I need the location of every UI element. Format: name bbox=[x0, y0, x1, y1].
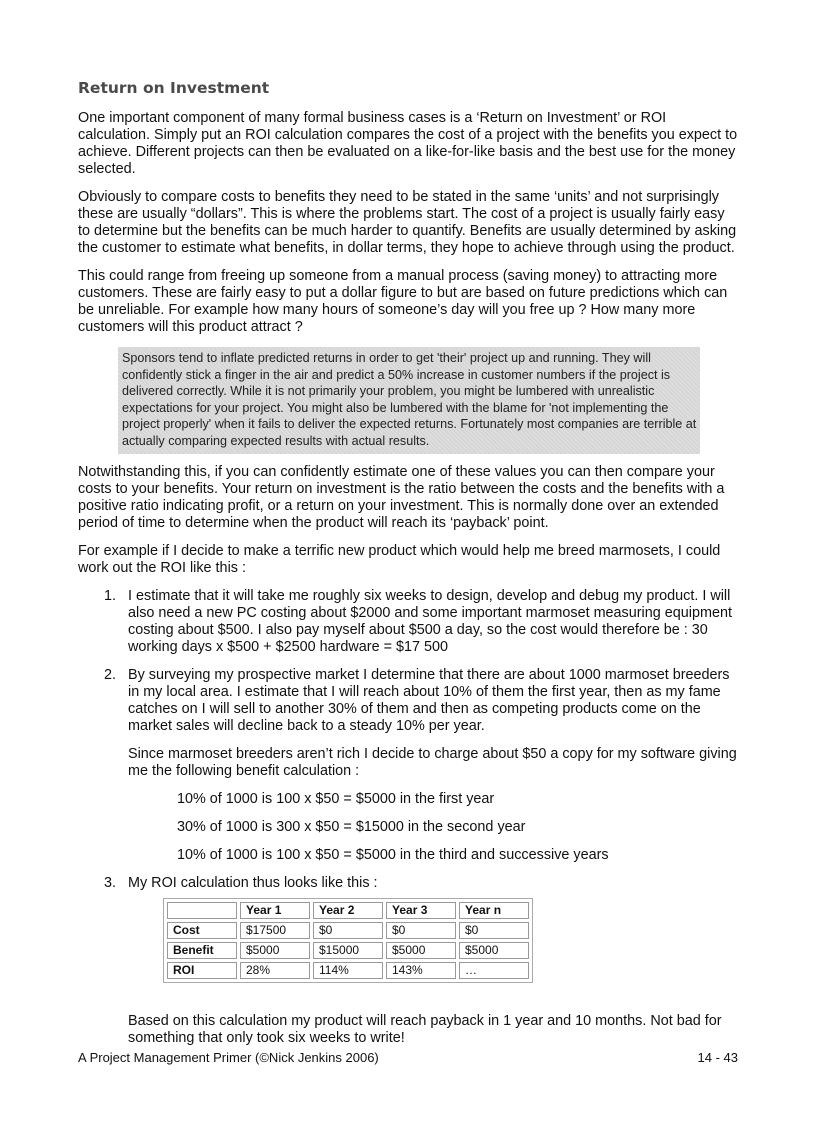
table-cell bbox=[167, 902, 237, 919]
table-row bbox=[167, 962, 529, 979]
table-header: Year n bbox=[459, 902, 529, 919]
table-header: Year 2 bbox=[313, 902, 383, 919]
paragraph: One important component of many formal business cases is a ‘Return on Investment’ or ROI calculation. Simply put an ROI calculation compares the cost of a project with the benefits you expect to achieve. Different projects can then be evaluated on a like-for-like basis and the best use for the money selected. bbox=[78, 110, 738, 177]
calc-line: 10% of 1000 is 100 x $50 = $5000 in the first year bbox=[177, 790, 495, 807]
callout-box: Sponsors tend to inflate predicted returns in order to get 'their' project up and running. They will confidently stick a finger in the air and predict a 50% increase in customer numbers if the project is delivered correctly. While it is not primarily your problem, you might be lumbered with unrealistic expectations for your project. You might also be lumbered with the blame for 'not implementing the project properly' when it fails to deliver the expected returns. Fortunately most companies are terrible at actually comparing expected results with actual results. bbox=[118, 347, 700, 454]
calc-line: 30% of 1000 is 300 x $50 = $15000 in the second year bbox=[177, 818, 526, 835]
table-cell: $0 bbox=[386, 922, 456, 939]
table-row bbox=[167, 922, 529, 939]
list-text: I estimate that it will take me roughly six weeks to design, develop and debug my product. I will also need a new PC costing about $2000 and some important marmoset measuring equipment costing about $500. I also pay myself about $500 a day, so the cost would therefore be : 30 working days x $500 + $2500 hardware = $17 500 bbox=[128, 587, 732, 655]
list-text: My ROI calculation thus looks like this : bbox=[128, 874, 378, 891]
paragraph: This could range from freeing up someone from a manual process (saving money) to attracting more customers. These are fairly easy to put a dollar figure to but are based on future predictions which can be unreliable. For example how many hours of someone’s day will you free up ? How many more customers will this product attract ? bbox=[78, 268, 728, 335]
numbered-list bbox=[78, 875, 738, 1047]
list-item bbox=[78, 667, 738, 780]
table-cell: $5000 bbox=[240, 942, 310, 959]
table-header: Year 3 bbox=[386, 902, 456, 919]
table-header: Year 1 bbox=[240, 902, 310, 919]
section-heading: Return on Investment bbox=[78, 79, 270, 97]
list-number: 3. bbox=[104, 874, 117, 891]
conclusion-text: Based on this calculation my product will reach payback in 1 year and 10 months. Not bad for something that only took six weeks to write! bbox=[128, 1012, 722, 1046]
list-number: 2. bbox=[104, 666, 117, 683]
table-cell: 143% bbox=[386, 962, 456, 979]
list-item bbox=[78, 588, 738, 656]
table-cell: $17500 bbox=[240, 922, 310, 939]
list-number: 1. bbox=[104, 587, 117, 604]
calc-line: 10% of 1000 is 100 x $50 = $5000 in the third and successive years bbox=[177, 846, 609, 863]
table-row bbox=[167, 942, 529, 959]
roi-table bbox=[163, 898, 533, 983]
list-item bbox=[78, 875, 738, 1047]
table-cell: $5000 bbox=[459, 942, 529, 959]
paragraph: For example if I decide to make a terrific new product which would help me breed marmosets, I could work out the ROI like this : bbox=[78, 542, 721, 576]
table-cell: $0 bbox=[313, 922, 383, 939]
numbered-list bbox=[78, 588, 738, 780]
table-cell: 28% bbox=[240, 962, 310, 979]
table-cell: 114% bbox=[313, 962, 383, 979]
paragraph: Obviously to compare costs to benefits they need to be stated in the same ‘units’ and not surprisingly these are usually “dollars”. This is where the problems start. The cost of a project is usually fairly easy to determine but the benefits can be much harder to quantify. Benefits are usually determined by asking the customer to estimate what benefits, in dollar terms, they hope to achieve through using the product. bbox=[78, 189, 737, 256]
page-footer bbox=[78, 1049, 738, 1066]
table-header-row bbox=[167, 902, 529, 919]
paragraph: Notwithstanding this, if you can confidently estimate one of these values you can then compare your costs to your benefits. Your return on investment is the ratio between the costs and the benefits with a positive ratio indicating profit, or a return on your investment. This is normally done over an extended period of time to determine when the product will reach its ‘payback’ point. bbox=[78, 463, 725, 531]
row-label: ROI bbox=[167, 962, 237, 979]
page-number: 14 - 43 bbox=[697, 1050, 738, 1065]
row-label: Cost bbox=[167, 922, 237, 939]
table-cell: $15000 bbox=[313, 942, 383, 959]
list-text: By surveying my prospective market I determine that there are about 1000 marmoset breeders in my local area. I estimate that I will reach about 10% of them the first year, then as my fame catches on I will sell to another 30% of them and then as competing products come on the market sales will decline back to a steady 10% per year. bbox=[128, 666, 730, 734]
table-cell: $5000 bbox=[386, 942, 456, 959]
table-cell: $0 bbox=[459, 922, 529, 939]
page-content bbox=[78, 78, 738, 1047]
list-subtext: Since marmoset breeders aren’t rich I decide to charge about $50 a copy for my software giving me the following benefit calculation : bbox=[128, 745, 737, 779]
table-cell: … bbox=[459, 962, 529, 979]
row-label: Benefit bbox=[167, 942, 237, 959]
footer-title: A Project Management Primer (©Nick Jenkins 2006) bbox=[78, 1050, 379, 1065]
